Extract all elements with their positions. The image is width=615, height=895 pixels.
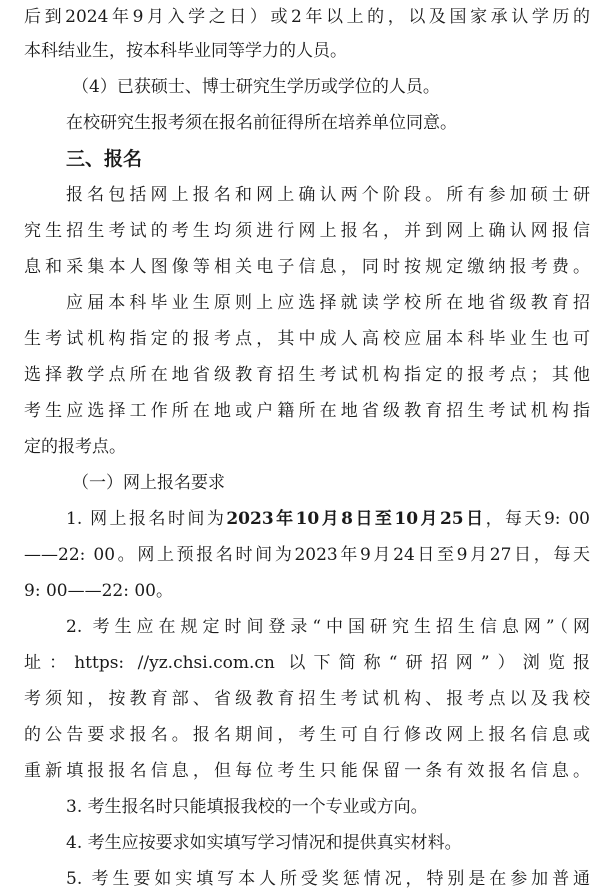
text-line-9: 应届本科毕业生原则上应选择就读学校所在地省级教育招 [66,293,590,313]
text-line-11: 选择教学点所在地省级教育招生考试机构指定的报考点；其他 [24,365,590,385]
text-line-17: 9: 00——22: 00。 [24,581,173,601]
text-line-21: 的公告要求报名。报名期间，考生可自行修改网上报名信息或 [24,725,590,745]
text-line-1: 后到2024年9月入学之日）或2年以上的，以及国家承认学历的 [24,7,590,27]
text-line-6: 报名包括网上报名和网上确认两个阶段。所有参加硕士研 [66,185,590,205]
text-line-2: 本科结业生，按本科毕业同等学力的人员。 [24,41,347,61]
text-line-24: 4. 考生应按要求如实填写学习情况和提供真实材料。 [66,833,462,853]
text-line-19: 址：https: //yz.chsi.com.cn 以下简称“研招网”）浏览报 [24,653,590,673]
text-line-7: 究生招生考试的考生均须进行网上报名，并到网上确认网报信 [24,221,590,241]
text-line-8: 息和采集本人图像等相关电子信息，同时按规定缴纳报考费。 [24,257,590,277]
text-line-18: 2. 考生应在规定时间登录“中国研究生招生信息网”（网 [66,617,590,637]
text-line-10: 生考试机构指定的报考点，其中成人高校应届本科毕业生也可 [24,329,590,349]
text-line-23: 3. 考生报名时只能填报我校的一个专业或方向。 [66,797,428,817]
text-line-15-tail: ，每天9: 00 [485,509,590,529]
text-line-3: （4）已获硕士、博士研究生学历或学位的人员。 [72,77,440,97]
text-line-4: 在校研究生报考须在报名前征得所在培养单位同意。 [66,113,457,133]
text-line-16: ——22: 00。网上预报名时间为2023年9月24日至9月27日，每天 [24,545,590,565]
text-line-25: 5. 考生要如实填写本人所受奖惩情况，特别是在参加普通 [66,869,590,889]
registration-date-range: 2023年10月8日至10月25日 [226,509,486,529]
text-line-15 [66,506,590,534]
subsection-heading-online-registration: （一）网上报名要求 [72,473,225,493]
text-line-15-lead: 1. 网上报名时间为 [66,509,227,529]
text-line-22: 重新填报报名信息，但每位考生只能保留一条有效报名信息。 [24,761,590,781]
section-heading-registration: 三、报名 [66,148,143,170]
text-line-12: 考生应选择工作所在地或户籍所在地省级教育招生考试机构指 [24,401,590,421]
text-line-13: 定的报考点。 [24,437,126,457]
text-line-20: 考须知，按教育部、省级教育招生考试机构、报考点以及我校 [24,689,590,709]
